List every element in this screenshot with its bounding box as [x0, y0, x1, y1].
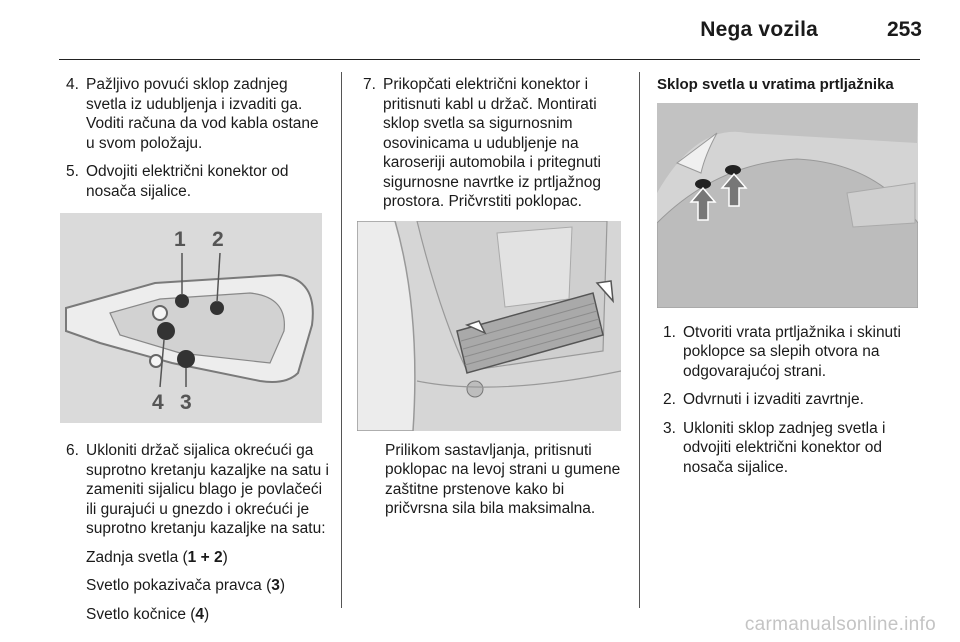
column-1 [60, 75, 330, 633]
step-4: 4. Pažljivo povući sklop zadnjeg svetla iz udubljenja i izvaditi ga. Voditi računa da vod kabla ostane u svom položaju. [66, 76, 319, 152]
tailgate-step-1: 1. Otvoriti vrata prtljažnika i skinuti poklopce sa slepih otvora na odgovarajućoj strani. [663, 323, 901, 380]
step-5: 5. Odvojiti električni konektor od nosača sijalice. [66, 163, 289, 200]
column-3 [657, 75, 922, 486]
label-3: 3 [180, 391, 192, 414]
tailgate-figure [657, 103, 918, 308]
tailgate-step-3: 3. Ukloniti sklop zadnjeg svetla i odvojiti električni konektor od nosača sijalice. [663, 419, 886, 476]
step-6: 6. Ukloniti držač sijalica okrećući ga suprotno kretanju kazaljke na satu i zameniti sijalicu blago je povlačeći ili gurajući u gnezdo i okrećući je suprotno kretanju kazaljke na satu: [66, 442, 329, 537]
column-divider-2 [639, 72, 640, 608]
line-brake-light: Svetlo kočnice (4) [86, 605, 210, 623]
step-7: 7. Prikopčati električni konektor i pritisnuti kabl u držač. Montirati sklop svetla sa sigurnosnim osovinicama u udubljenje na karoseriji automobila i pritegnuti sigurnosne navrtke iz prtljažnog prostora. Pričvrstiti poklopac. [363, 76, 601, 210]
column-2 [357, 75, 627, 519]
figure-caption: Prilikom sastavljanja, pritisnuti poklopac na levoj strani u gumene zaštitne prstenove kako bi pričvrsna sila bila maksimalna. [385, 441, 621, 517]
line-rear-lights: Zadnja svetla (1 + 2) [86, 548, 228, 566]
header-divider [59, 59, 920, 60]
trunk-cover-illustration [357, 221, 621, 431]
page-number: 253 [886, 18, 922, 41]
tailgate-step-2: 2. Odvrnuti i izvaditi zavrtnje. [663, 391, 864, 408]
label-2: 2 [212, 228, 224, 251]
subsection-title: Sklop svetla u vratima prtljažnika [657, 76, 894, 93]
section-title: Nega vozila [700, 18, 818, 41]
tail-lamp-figure [60, 213, 322, 423]
watermark: carmanualsonline.info [744, 614, 936, 635]
label-1: 1 [174, 228, 186, 251]
label-4: 4 [152, 391, 164, 414]
tailgate-illustration [657, 103, 918, 308]
line-turn-signal: Svetlo pokazivača pravca (3) [86, 577, 286, 594]
column-divider-1 [341, 72, 342, 608]
trunk-cover-figure [357, 221, 621, 431]
tail-lamp-illustration [60, 213, 322, 423]
